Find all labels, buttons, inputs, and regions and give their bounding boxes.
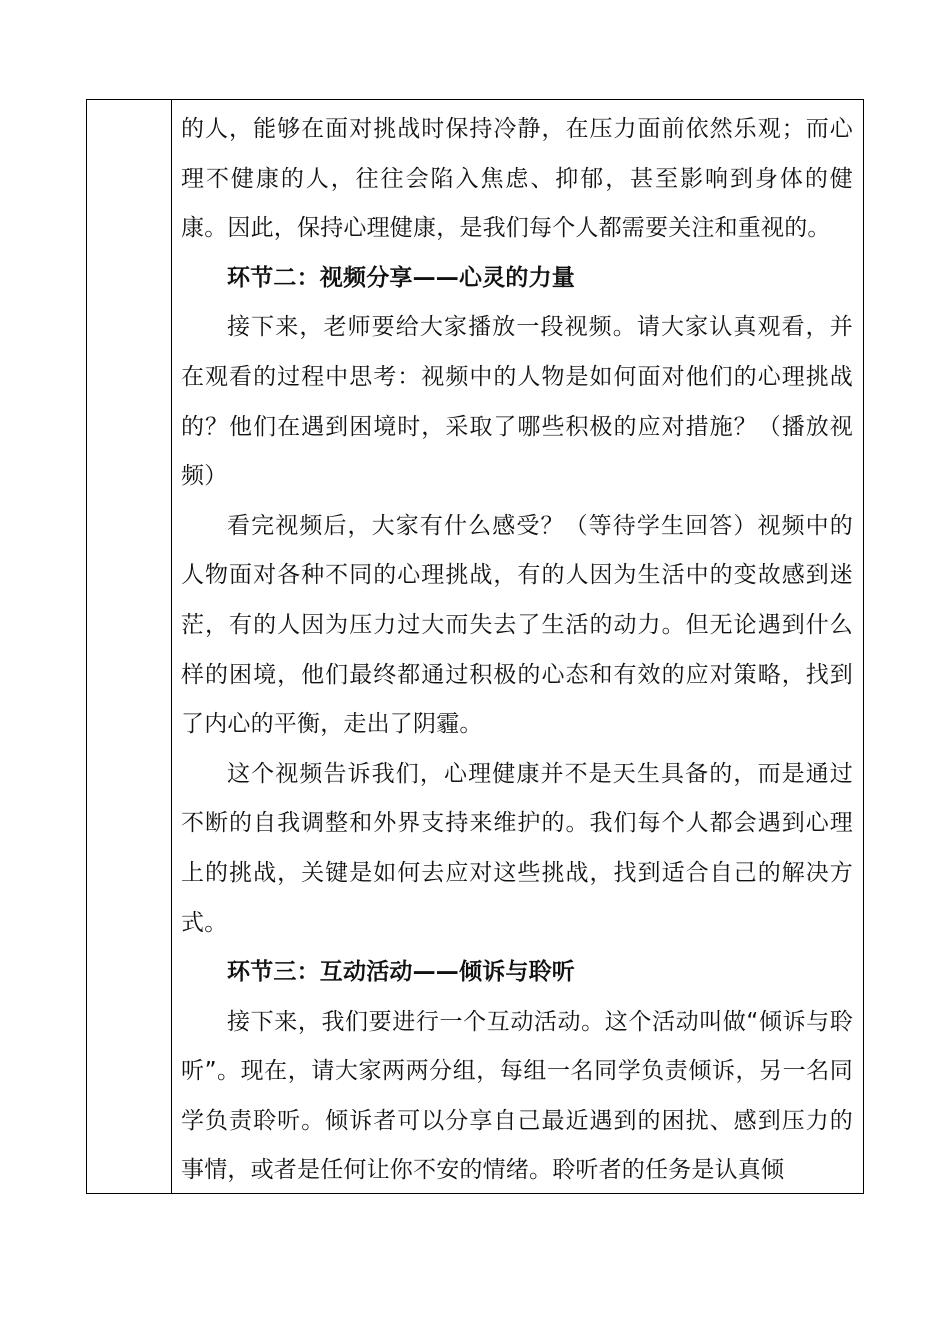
body-paragraph: 看完视频后，大家有什么感受？（等待学生回答）视频中的人物面对各种不同的心理挑战，有的人因为生活中的变故感到迷茫，有的人因为压力过大而失去了生活的动力。但无论遇到什么样的困境，他们最终都通过积极的心态和有效的应对策略，找到了内心的平衡，走出了阴霾。 — [181, 512, 853, 738]
body-paragraph: 接下来，我们要进行一个互动活动。这个活动叫做“倾诉与聆听”。现在，请大家两两分组，每组一名同学负责倾诉，另一名同学负责聆听。倾诉者可以分享自己最近遇到的困扰、感到压力的事情，或者是任何让你不安的情绪。聆听者的任务是认真倾 — [181, 1008, 853, 1184]
left-column-cell — [87, 100, 172, 1193]
body-paragraph: 的人，能够在面对挑战时保持冷静，在压力面前依然乐观；而心理不健康的人，往往会陷入焦虑、抑郁，甚至影响到身体的健康。因此，保持心理健康，是我们每个人都需要关注和重视的。 — [181, 116, 853, 242]
content-cell — [173, 100, 863, 1193]
body-paragraph: 这个视频告诉我们，心理健康并不是天生具备的，而是通过不断的自我调整和外界支持来维护的。我们每个人都会遇到心理上的挑战，关键是如何去应对这些挑战，找到适合自己的解决方式。 — [181, 760, 853, 936]
section-heading: 环节二：视频分享——心灵的力量 — [227, 264, 575, 291]
section-heading: 环节三：互动活动——倾诉与聆听 — [227, 959, 575, 986]
document-table — [86, 99, 864, 1194]
body-paragraph: 接下来，老师要给大家播放一段视频。请大家认真观看，并在观看的过程中思考：视频中的人物是如何面对他们的心理挑战的？他们在遇到困境时，采取了哪些积极的应对措施？（播放视频） — [181, 314, 853, 490]
